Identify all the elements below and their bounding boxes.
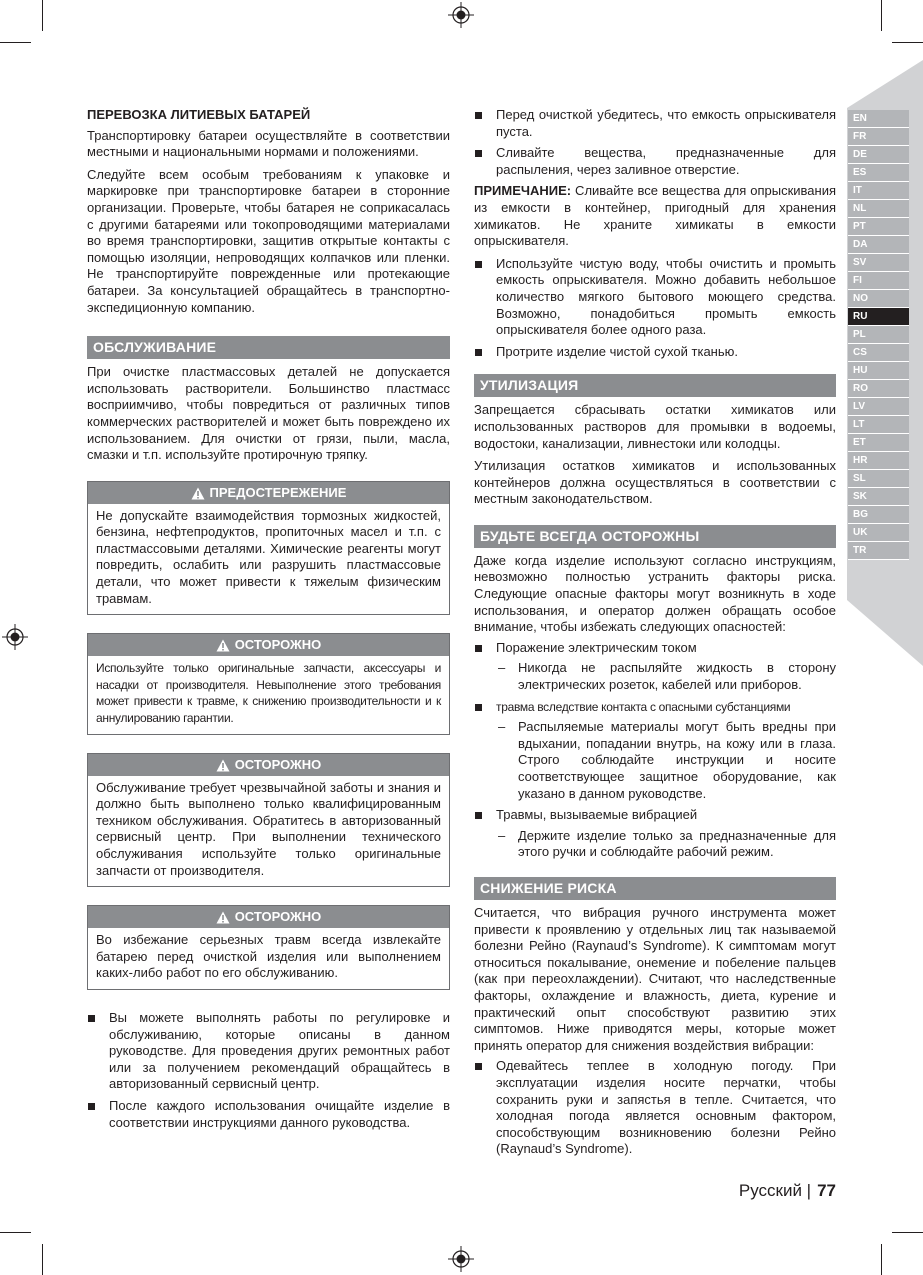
risk-reduction-heading: СНИЖЕНИЕ РИСКА	[474, 877, 836, 900]
crop-mark	[881, 0, 882, 31]
hazard-list	[474, 640, 836, 861]
bullet-square-icon	[88, 1103, 95, 1110]
maintenance-bullet-list	[87, 1010, 450, 1131]
list-item-text: травма вследствие контакта с опасными субстанциями	[496, 699, 791, 714]
caution-header	[88, 754, 449, 776]
list-item-text: Поражение электрическим током	[496, 639, 697, 655]
language-tab-sl[interactable]: SL	[848, 470, 909, 488]
language-tab-da[interactable]: DA	[848, 236, 909, 254]
bullet-square-icon	[475, 812, 482, 819]
crop-mark	[0, 42, 31, 43]
caution-text: Используйте только оригинальные запчасти, аксессуары и насадки от производителя. Невыполнение этого требования может привести к травме, к снижению производительности и к аннулированию гарантии.	[96, 661, 441, 726]
risk-reduction-paragraph: Считается, что вибрация ручного инструмента может привести к проявлению у отдельных лиц так называемой болезни Рейно (Raynaud’s Syndrome). К симптомам могут относиться покалывание, онемение и побеление пальцев (как при переохлаждении). Считают, что наследственные факторы, охлаждение и влажность, диета, курение и практический опыт способствуют развитию этих симптомов. Ниже приводятся меры, которые может принять оператор для снижения воздействия вибрации:	[474, 904, 836, 1053]
list-item-text: Вы можете выполнять работы по регулировке и обслуживанию, которые описаны в данном руководстве. Для проведения других ремонтных работ или за получением рекомендаций обращайтесь в авторизованный сервисный центр.	[109, 1009, 450, 1092]
crop-mark	[42, 0, 43, 31]
sub-list-item-text: Держите изделие только за предназначенные для этого ручки и соблюдайте рабочий режим.	[518, 827, 836, 860]
language-tab-et[interactable]: ET	[848, 434, 909, 452]
language-tab-en[interactable]: EN	[848, 110, 909, 128]
warning-triangle-icon	[216, 759, 230, 772]
bullet-square-icon	[475, 150, 482, 157]
list-item	[87, 1098, 450, 1131]
caution-text: Во избежание серьезных травм всегда извлекайте батарею перед очисткой изделия или выполнением каких-либо работ по его обслуживанию.	[96, 932, 441, 981]
list-item-text: После каждого использования очищайте изделие в соответствии инструкциями данного руководства.	[109, 1097, 450, 1130]
sub-list-item	[496, 828, 836, 861]
maintenance-heading: ОБСЛУЖИВАНИЕ	[87, 336, 450, 359]
language-tab-ro[interactable]: RO	[848, 380, 909, 398]
list-item-text: Перед очисткой убедитесь, что емкость опрыскивателя пуста.	[496, 107, 836, 139]
always-careful-paragraph: Даже когда изделие используют согласно инструкциям, невозможно полностью устранить факторы риска. Следующие опасные факторы могут возникнуть в ходе использования, и оператор должен обращать особое внимание, чтобы избежать следующих опасностей:	[474, 552, 836, 635]
language-tab-nl[interactable]: NL	[848, 200, 909, 218]
sub-list-item	[496, 719, 836, 802]
maintenance-paragraph: При очистке пластмассовых деталей не допускается использовать растворители. Большинство пластмасс восприимчиво, чтобы повредиться от различных типов коммерческих растворителей и может быть повреждено их использованием. Для очистки от грязи, пыли, масла, смазки и т.п. используйте протирочную тряпку.	[87, 364, 450, 463]
language-tab-fi[interactable]: FI	[848, 272, 909, 290]
right-column	[474, 107, 836, 1164]
registration-mark-icon	[2, 624, 28, 650]
list-item	[474, 1058, 836, 1158]
list-item	[474, 344, 836, 361]
crop-mark	[881, 1244, 882, 1275]
sub-list-item-text: Распыляемые материалы могут быть вредны при вдыхании, попадании внутрь, на кожу или в глаза. Строго соблюдайте инструкции и носите соответствующее защитное оборудование, как указано в данном руководстве.	[518, 719, 836, 801]
registration-mark-icon	[448, 2, 474, 28]
note-text: Сливайте все вещества для опрыскивания из емкости в контейнер, пригодный для хранения химикатов. Не храните химикаты в емкости опрыскивателя.	[474, 183, 836, 249]
caution-title: ОСТОРОЖНО	[234, 637, 322, 653]
caution-box	[87, 905, 450, 990]
language-tab-it[interactable]: IT	[848, 182, 909, 200]
list-item	[474, 107, 836, 140]
always-careful-heading: БУДЬТЕ ВСЕГДА ОСТОРОЖНЫ	[474, 525, 836, 548]
list-item-text: Сливайте вещества, предназначенные для распыления, через заливное отверстие.	[496, 145, 836, 177]
list-item	[474, 256, 836, 339]
language-tab-es[interactable]: ES	[848, 164, 909, 182]
disposal-paragraph: Запрещается сбрасывать остатки химикатов или использованных растворов для промывки в водоемы, водостоки, канализации, ливнестоки или колодцы.	[474, 402, 836, 451]
list-item	[474, 145, 836, 178]
language-tab-tr[interactable]: TR	[848, 542, 909, 560]
caution-title: ОСТОРОЖНО	[234, 756, 322, 772]
dash-marker: –	[498, 660, 506, 676]
language-tab-de[interactable]: DE	[848, 146, 909, 164]
cleaning-bullet-list	[474, 256, 836, 361]
language-tab-ru[interactable]: RU	[848, 308, 909, 326]
list-item-text: Используйте чистую воду, чтобы очистить и промыть емкость опрыскивателя. Можно добавить небольшое количество мягкого бытового моющего средства. Возможно, понадобиться промыть емкость опрыскивателя более одного раза.	[496, 255, 836, 338]
language-tab-lt[interactable]: LT	[848, 416, 909, 434]
bullet-square-icon	[475, 1063, 482, 1070]
dash-marker: –	[498, 719, 506, 735]
page-footer	[700, 1183, 836, 1200]
warning-header	[88, 482, 449, 504]
risk-bullet-list	[474, 1058, 836, 1158]
sub-list-item-text: Никогда не распыляйте жидкость в сторону электрических розеток, кабелей или приборов.	[518, 660, 836, 693]
list-item-text: Одевайтесь теплее в холодную погоду. При эксплуатации изделия носите перчатки, чтобы сохранить руки и запястья в тепле. Считается, что холодная погода является основным фактором, способствующим возникновению болезни Рейно (Raynaud’s Syndrome).	[496, 1058, 836, 1157]
crop-mark	[892, 1232, 923, 1233]
warning-triangle-icon	[216, 911, 230, 924]
list-item	[87, 1010, 450, 1093]
warning-text: Не допускайте взаимодействия тормозных жидкостей, бензина, нефтепродуктов, пропиточных масел и т.п. с пластмассовыми деталями. Химические реагенты могут повредить, ослабить или разрушить пластмассовые детали, что может привести к тяжелым физическим травмам.	[96, 507, 441, 606]
language-tab-bg[interactable]: BG	[848, 506, 909, 524]
warning-title: ПРЕДОСТЕРЕЖЕНИЕ	[209, 484, 347, 500]
registration-mark-icon	[448, 1246, 474, 1272]
language-tab-hu[interactable]: HU	[848, 362, 909, 380]
language-tab-sk[interactable]: SK	[848, 488, 909, 506]
caution-text: Обслуживание требует чрезвычайной заботы и знания и должно быть выполнено только квалифицированным техником обслуживания. Обратитесь в авторизованный сервисный центр. При выполнении технического обслуживания используйте только оригинальные запчасти от производителя.	[96, 779, 441, 878]
crop-mark	[42, 1244, 43, 1275]
cleaning-bullet-list	[474, 107, 836, 178]
language-tab-lv[interactable]: LV	[848, 398, 909, 416]
language-tab-pt[interactable]: PT	[848, 218, 909, 236]
page-number: 77	[817, 1181, 836, 1200]
language-tab-pl[interactable]: PL	[848, 326, 909, 344]
language-tab-no[interactable]: NO	[848, 290, 909, 308]
disposal-paragraph: Утилизация остатков химикатов и использованных контейнеров должна осуществляться в соответствии с местным законодательством.	[474, 458, 836, 507]
caution-box	[87, 753, 450, 888]
caution-header	[88, 634, 449, 656]
list-item	[474, 640, 836, 694]
bullet-square-icon	[475, 704, 482, 711]
battery-transport-paragraph: Транспортировку батареи осуществляйте в соответствии местными и национальными нормами и положениями.	[87, 127, 450, 160]
crop-mark	[0, 1232, 31, 1233]
list-item	[474, 699, 836, 803]
warning-box	[87, 481, 450, 616]
language-tab-list	[848, 110, 909, 560]
language-tab-hr[interactable]: HR	[848, 452, 909, 470]
battery-transport-paragraph: Следуйте всем особым требованиям к упаковке и маркировке при транспортировке батареи в сторонние организации. Проверьте, чтобы батарея не соприкасалась с другими батареями или токопроводящими материалами во время транспортировки, защитив открытые контакты с помощью изоляции, непроводящих колпачков или пленки. Не транспортируйте поврежденные или протекающие батареи. За консультацией обращайтесь в транспортно-экспедиционную компанию.	[87, 166, 450, 315]
warning-triangle-icon	[191, 487, 205, 500]
list-item-text: Протрите изделие чистой сухой тканью.	[496, 343, 738, 359]
bullet-square-icon	[88, 1015, 95, 1022]
caution-header	[88, 906, 449, 928]
list-item	[474, 807, 836, 861]
footer-language: Русский |	[738, 1181, 812, 1200]
note-label: ПРИМЕЧАНИЕ:	[474, 183, 572, 199]
language-tab-cs[interactable]: CS	[848, 344, 909, 362]
caution-box	[87, 633, 450, 734]
crop-mark	[892, 42, 923, 43]
bullet-square-icon	[475, 261, 482, 268]
note-paragraph	[474, 183, 836, 249]
bullet-square-icon	[475, 645, 482, 652]
list-item-text: Травмы, вызываемые вибрацией	[496, 807, 698, 823]
disposal-heading: УТИЛИЗАЦИЯ	[474, 374, 836, 397]
language-tab-uk[interactable]: UK	[848, 524, 909, 542]
bullet-square-icon	[475, 349, 482, 356]
left-column	[87, 107, 450, 1137]
warning-triangle-icon	[216, 639, 230, 652]
dash-marker: –	[498, 827, 506, 843]
language-tab-fr[interactable]: FR	[848, 128, 909, 146]
caution-title: ОСТОРОЖНО	[234, 909, 322, 925]
language-tab-sv[interactable]: SV	[848, 254, 909, 272]
battery-transport-heading: ПЕРЕВОЗКА ЛИТИЕВЫХ БАТАРЕЙ	[87, 107, 311, 122]
sub-list-item	[496, 660, 836, 693]
bullet-square-icon	[475, 112, 482, 119]
